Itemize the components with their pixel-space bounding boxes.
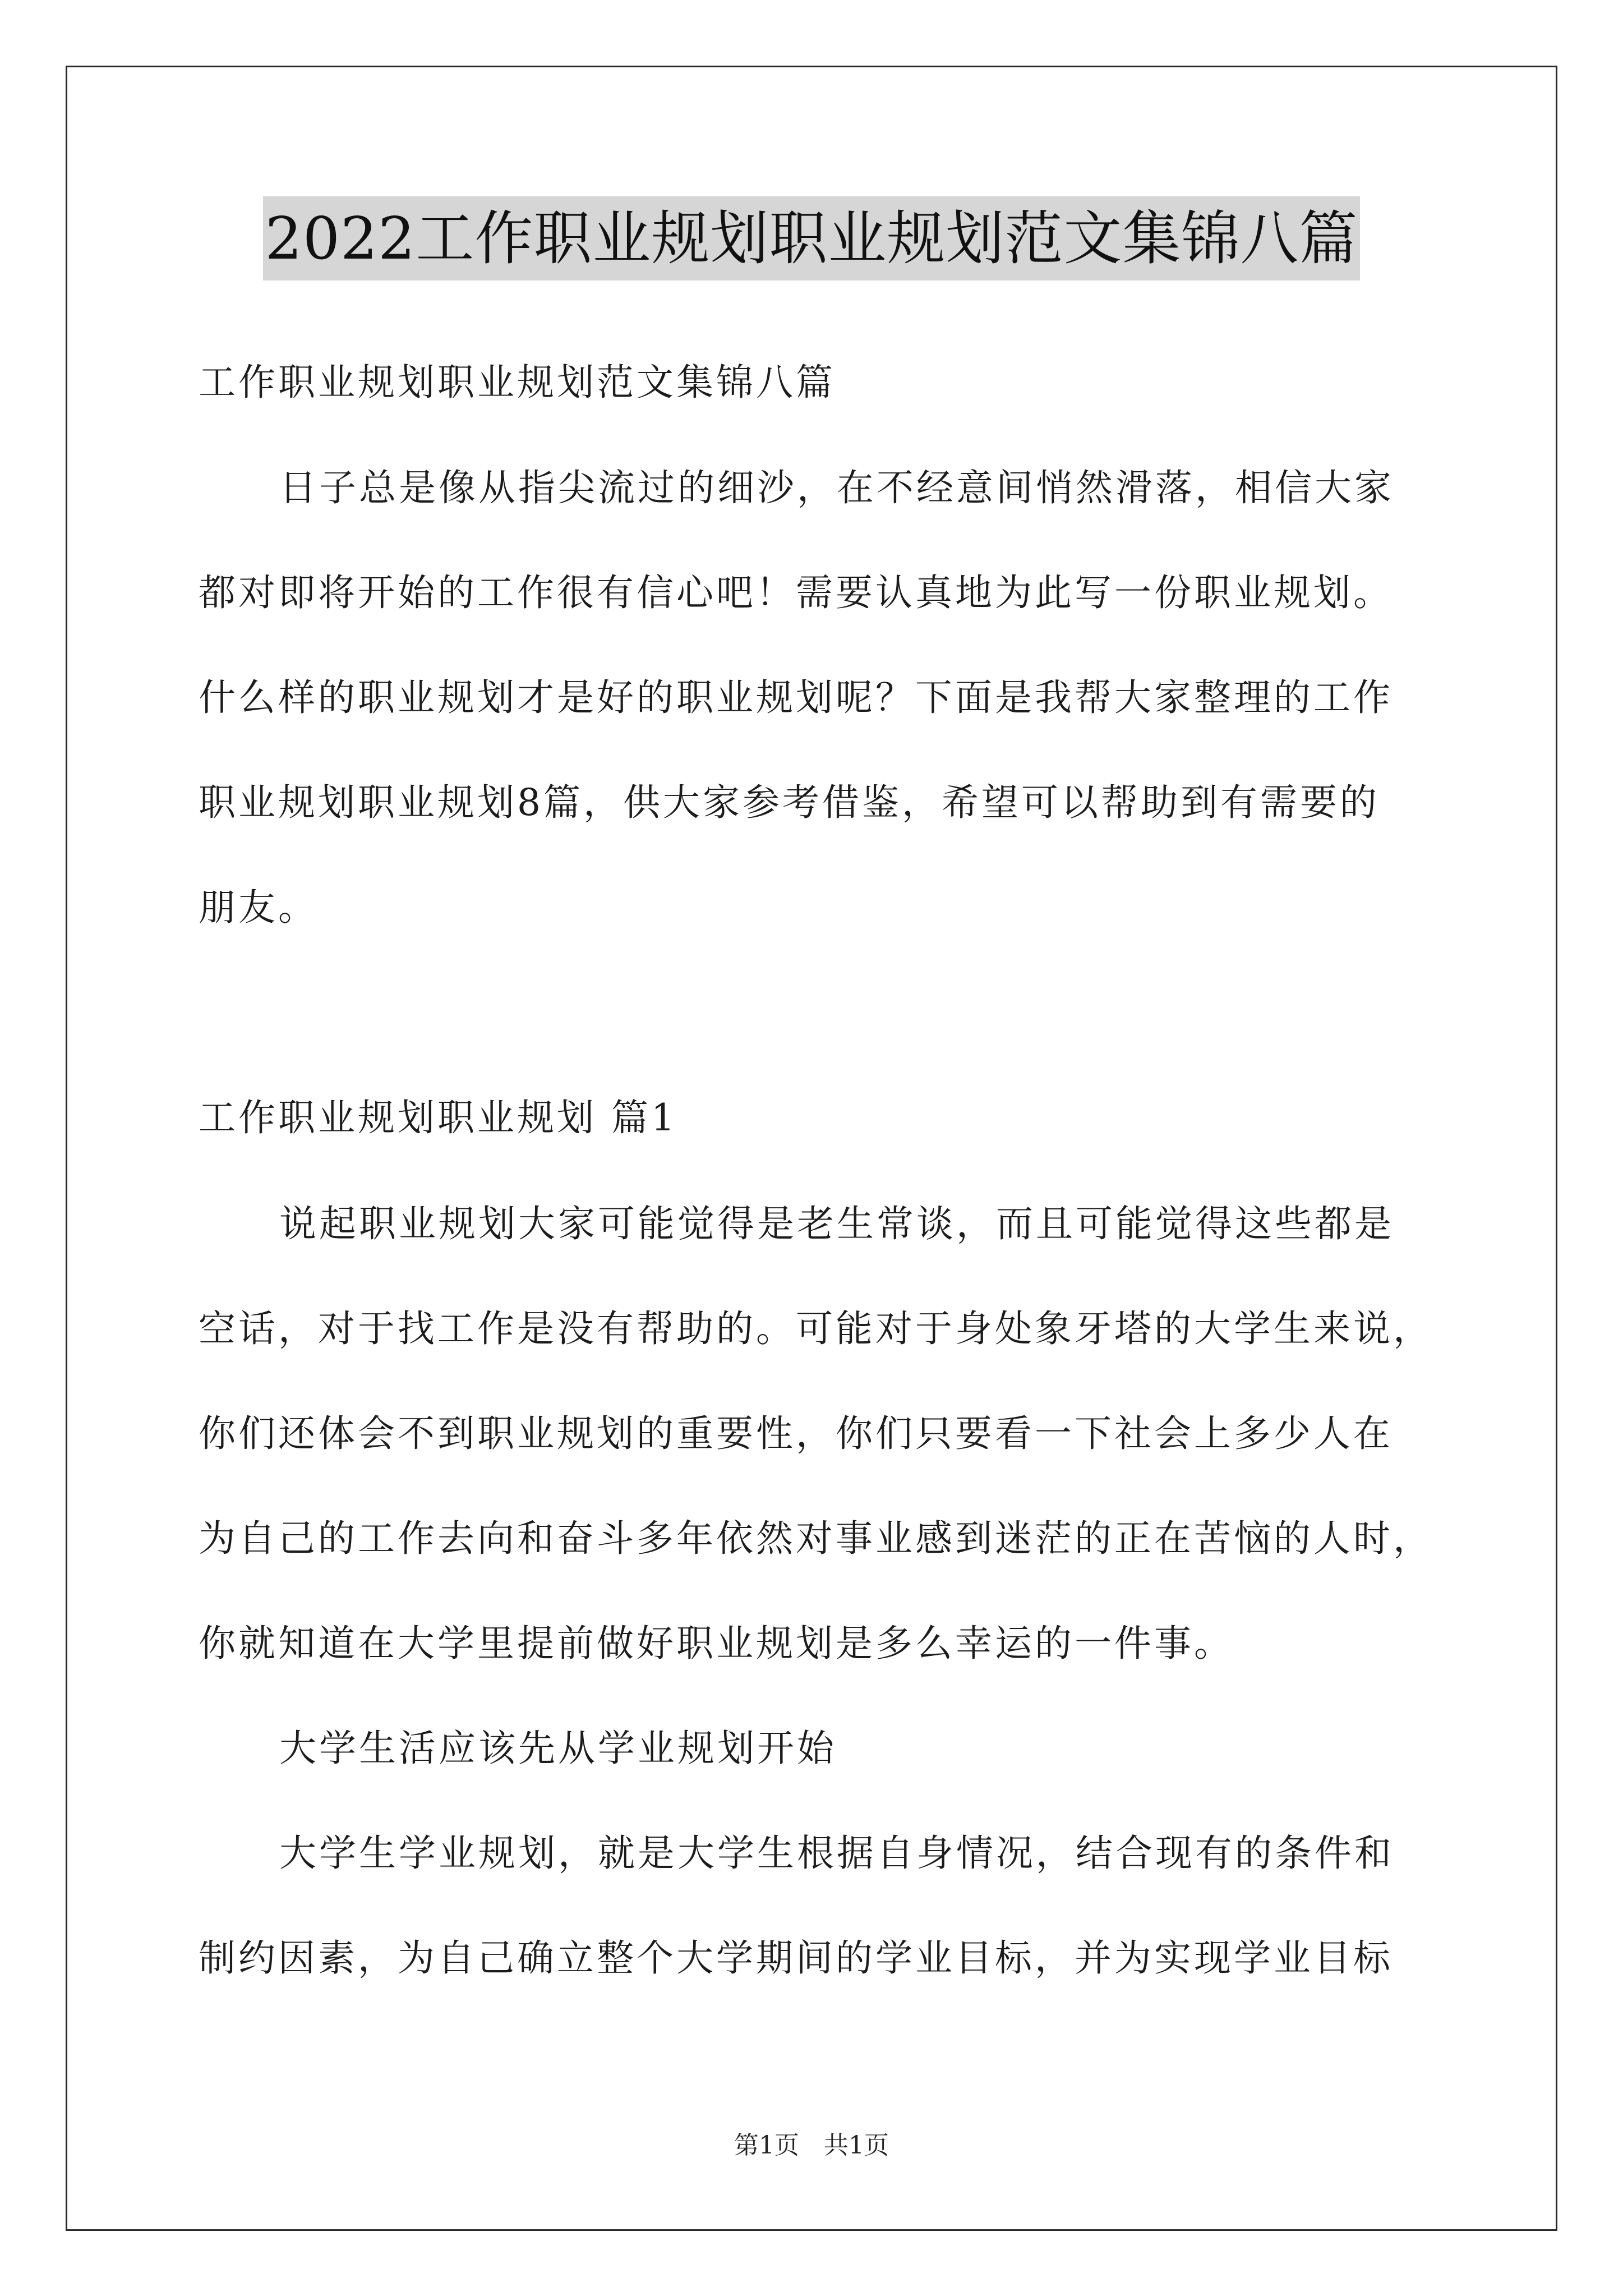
intro-line-1: 日子总是像从指尖流过的细沙，在不经意间悄然滑落，相信大家 xyxy=(279,466,1394,509)
page-number: 第1页 xyxy=(734,2131,799,2160)
page-total: 共1页 xyxy=(824,2131,889,2160)
section-paragraph2-line-1: 大学生学业规划，就是大学生根据自身情况，结合现有的条件和 xyxy=(279,1832,1394,1875)
intro-line-4: 职业规划职业规划8篇，供大家参考借鉴，希望可以帮助到有需要的 xyxy=(199,781,1380,824)
intro-line-2: 都对即将开始的工作很有信心吧！需要认真地为此写一份职业规划。 xyxy=(199,571,1393,614)
document-title: 2022工作职业规划职业规划范文集锦八篇 xyxy=(263,196,1361,280)
title-container xyxy=(0,196,1623,280)
section-paragraph-line-4: 为自己的工作去向和奋斗多年依然对事业感到迷茫的正在苦恼的人时， xyxy=(199,1517,1433,1560)
page-footer xyxy=(0,2129,1623,2162)
section-paragraph-line-2: 空话，对于找工作是没有帮助的。可能对于身处象牙塔的大学生来说， xyxy=(199,1307,1433,1350)
intro-line-5: 朋友。 xyxy=(199,886,318,929)
section-paragraph-line-3: 你们还体会不到职业规划的重要性，你们只要看一下社会上多少人在 xyxy=(199,1412,1393,1455)
section-paragraph-line-5: 你就知道在大学里提前做好职业规划是多么幸运的一件事。 xyxy=(199,1622,1234,1665)
section-subheading: 大学生活应该先从学业规划开始 xyxy=(279,1727,837,1770)
document-subtitle: 工作职业规划职业规划范文集锦八篇 xyxy=(199,361,836,404)
intro-line-3: 什么样的职业规划才是好的职业规划呢？下面是我帮大家整理的工作 xyxy=(199,676,1393,719)
section-paragraph2-line-2: 制约因素，为自己确立整个大学期间的学业目标，并为实现学业目标 xyxy=(199,1936,1393,1980)
section-heading: 工作职业规划职业规划 篇1 xyxy=(199,1096,677,1139)
section-paragraph-line-1: 说起职业规划大家可能觉得是老生常谈，而且可能觉得这些都是 xyxy=(279,1202,1394,1245)
